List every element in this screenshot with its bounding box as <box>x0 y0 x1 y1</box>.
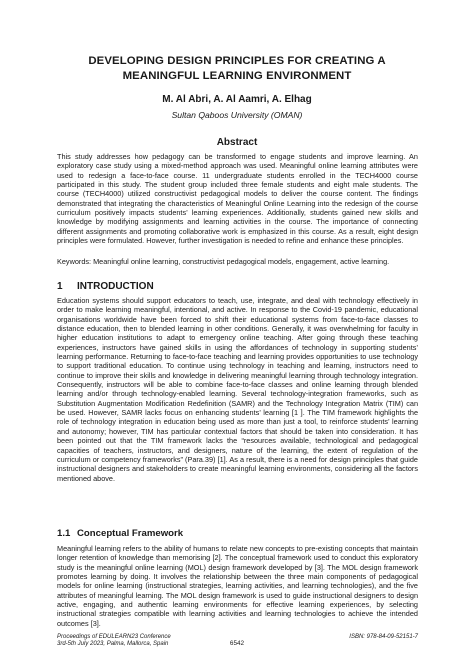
footer-conference-name: Proceedings of EDULEARN23 Conference <box>57 634 171 640</box>
section-title: INTRODUCTION <box>77 281 154 292</box>
subsection-heading-conceptual-framework <box>57 528 183 540</box>
keywords: Keywords: Meaningful online learning, constructivist pedagogical models, engagement, active learning. <box>57 257 390 266</box>
title-line-2: MEANINGFUL LEARNING ENVIRONMENT <box>122 70 352 82</box>
section-heading-introduction <box>57 281 154 293</box>
subsection-number: 1.1 <box>57 528 71 539</box>
paper-title <box>40 54 434 84</box>
introduction-text: Education systems should support educators to teach, use, integrate, and deal with technology effectively in order to make learning meaningful, intentional, and active. In response to the Covid-19 pandemic, educational organisations worldwide have been forced to shift their educational systems from face-to-face classes to distance education, then to blended learning in other conditions. Generally, it was overwhelming for faculty in higher education institutions to adapt to emergency online teaching. After going through these teaching experiences, instructors have gained skills in using the affordances of technology in supporting students’ learning performance. Returning to face-to-face teaching and learning provides opportunities to use technology to support traditional education. To continue using technology in teaching and learning, instructors need to continue to improve their skills and knowledge in delivering meaningful learning through technology integration. Consequently, instructors will be able to combine face-to-face classes and online learning through blended learning and/or through technology-enabled learning. Several technology-integration frameworks, such as Substitution Augmentation Modification Redefinition (SAMR) and the Technology Integration Matrix (TIM) can be used. However, SAMR lacks focus on enhancing students’ learning [1 ]. The TIM framework highlights the role of technology integration in education being used as more than just a tool, to reinforce students’ learning and autonomy; however, TIM has particular contextual factors that should be taken into consideration. It has been pointed out that the TIM framework lacks the “resources available, technological and pedagogical capacities of teachers, instructors, and designers, nature of the learning, the extent of regulation of the curriculum or competency frameworks” (Para.39) [1]. As a result, there is a need for design principles that guide instructional designers and stakeholders to create meaningful learning environments, considering all the factors mentioned above. <box>57 296 418 483</box>
abstract-text: This study addresses how pedagogy can be transformed to engage students and improve learning. An exploratory case study using a mixed-method approach was used. Meaningful online learning attributes were used to redesign a face-to-face course. 11 undergraduate students enrolled in the TECH4000 course participated in this study. The student group included three female students and eight male students. The course (TECH4000) utilized constructivist pedagogical models to deliver the course content. The findings demonstrated that integrating the characteristics of Meaningful Online Learning into the redesign of the course curriculum positively impacts students’ learning experiences. Additionally, students gained new skills and knowledge by modifying assignments and learning activities in the course. The importance of connecting different assignments and promoting collaborative work is emphasized in this course. As a result, eight design principles were formulated. However, further investigation is needed to refine and enhance these principles. <box>57 152 418 246</box>
page-number: 6542 <box>229 640 245 647</box>
abstract-heading: Abstract <box>216 137 258 148</box>
subsection-title: Conceptual Framework <box>77 528 184 539</box>
title-line-1: DEVELOPING DESIGN PRINCIPLES FOR CREATING A <box>88 55 386 67</box>
section-number: 1 <box>57 281 63 292</box>
conceptual-framework-text: Meaningful learning refers to the ability of humans to relate new concepts to pre-existing concepts that maintain longer retention of knowledge than memorising [2]. The conceptual framework used to conduct this exploratory study is the meaningful online learning (MOL) design framework developed by [3]. The MOL design framework promotes learning by doing. It involves the relationship between the three main components of pedagogical models for online learning (instructional strategies, learning activities, and learning technologies), and the five attributes of meaningful learning. The MOL design framework is used to guide instructional designers to design active, engaging, and authentic learning environments for effective learning experiences, by selecting instructional strategies compatible with learning activities and learning technologies to achieve the intended outcomes [3]. <box>57 544 418 628</box>
footer-isbn: ISBN: 978-84-09-52151-7 <box>349 634 418 640</box>
footer-conference-dates: 3rd-5th July 2023, Palma, Mallorca, Spain <box>57 641 169 648</box>
authors: M. Al Abri, A. Al Aamri, A. Elhag <box>162 94 312 105</box>
affiliation: Sultan Qaboos University (OMAN) <box>171 110 303 120</box>
